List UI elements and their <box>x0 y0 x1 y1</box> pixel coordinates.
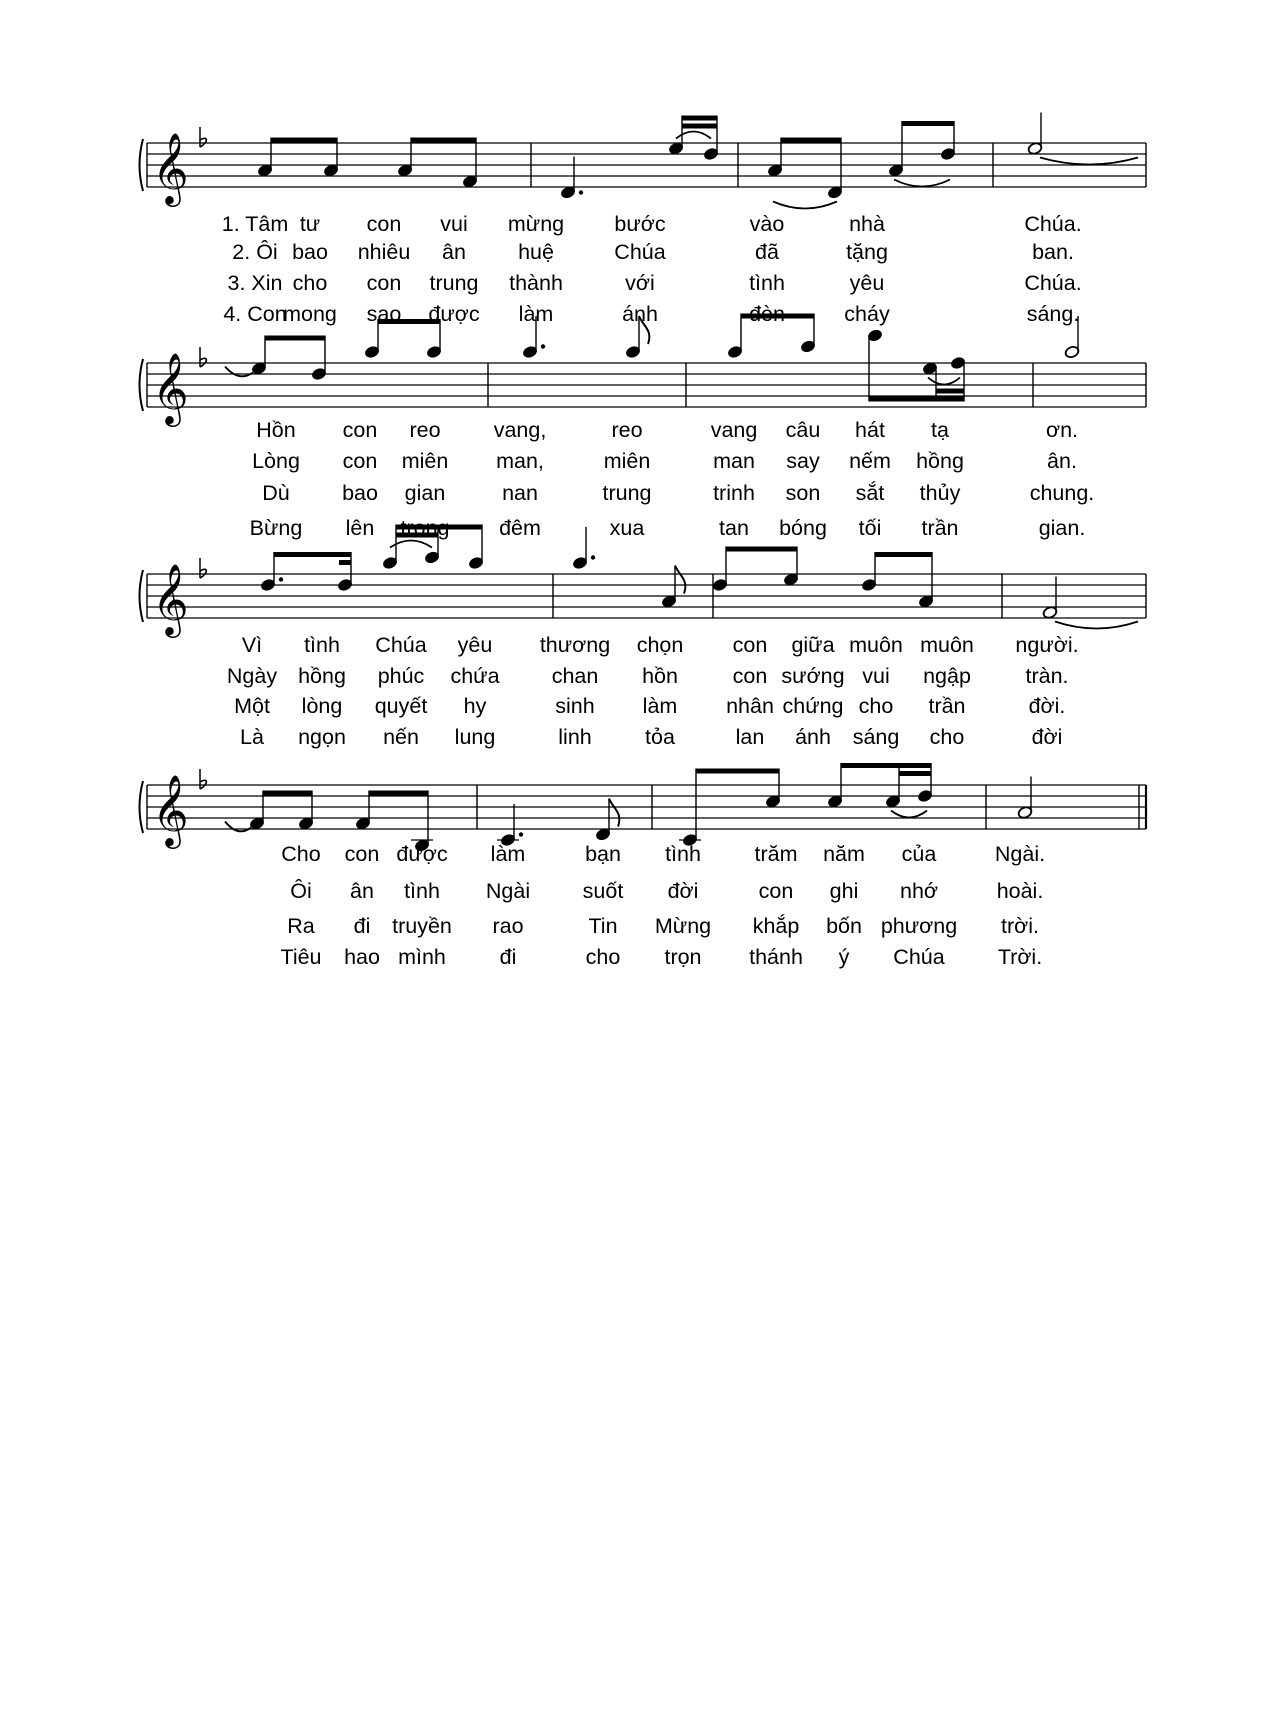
lyric-syllable: trong <box>400 516 450 540</box>
lyric-syllable: tan <box>719 516 749 540</box>
lyric-syllable: vang, <box>493 418 547 442</box>
lyric-syllable: man, <box>496 449 544 473</box>
beam-secondary <box>339 560 351 565</box>
lyric-syllable: người. <box>1015 633 1079 657</box>
augmentation-dot <box>541 344 545 348</box>
treble-clef-icon: 𝄞 <box>152 131 189 204</box>
lyric-syllable: Chúa <box>375 633 427 657</box>
lyric-syllable: lung <box>454 725 496 749</box>
lyric-syllable: hồn <box>642 664 678 688</box>
beam <box>869 397 964 402</box>
lyric-syllable: con <box>342 449 378 473</box>
slur <box>928 378 960 385</box>
staff-system-4 <box>140 763 1147 852</box>
note <box>522 344 545 359</box>
lyric-syllable: Bừng <box>249 516 303 540</box>
lyric-syllable: say <box>786 449 820 473</box>
lyric-syllable: yêu <box>849 271 885 295</box>
lyric-syllable: ân. <box>1047 449 1077 473</box>
lyric-syllable: con <box>342 418 378 442</box>
treble-clef-icon: 𝄞 <box>152 773 189 846</box>
lyric-syllable: trinh <box>713 481 755 505</box>
beam <box>369 791 428 796</box>
tie <box>225 822 251 832</box>
lyric-syllable: với <box>625 271 655 295</box>
lyric-syllable: Chúa <box>893 945 945 969</box>
lyric-syllable: chung. <box>1029 481 1095 505</box>
lyric-syllable: đêm <box>499 516 541 540</box>
lyric-syllable: bóng <box>779 516 827 540</box>
lyric-syllable: nếm <box>849 449 891 473</box>
lyric-syllable: tư <box>299 212 321 236</box>
beam <box>696 769 779 774</box>
lyric-syllable: Chúa <box>614 240 666 264</box>
lyric-syllable: trời. <box>1001 914 1039 938</box>
lyric-syllable: trọn <box>664 945 702 969</box>
beam-secondary <box>936 389 964 394</box>
lyric-syllable: ân <box>350 879 374 903</box>
system-brace <box>140 139 144 191</box>
lyric-syllable: tràn. <box>1025 664 1069 688</box>
lyric-syllable: sướng <box>781 664 845 688</box>
lyric-syllable: muôn <box>920 633 974 657</box>
lyric-syllable: bao <box>292 240 328 264</box>
lyric-syllable: Tin <box>588 914 618 938</box>
lyric-syllable: nhân <box>726 694 774 718</box>
lyric-syllable: thánh <box>749 945 803 969</box>
lyric-syllable: vui <box>862 664 890 688</box>
lyric-syllable: bước <box>614 212 666 236</box>
lyric-syllable: vui <box>440 212 468 236</box>
system-brace <box>140 359 144 411</box>
lyric-syllable: reo <box>611 418 643 442</box>
lyric-syllable: ơn. <box>1045 418 1079 442</box>
tie <box>1055 622 1138 629</box>
lyric-syllable: Tiêu <box>280 945 322 969</box>
augmentation-dot <box>279 577 283 581</box>
lyric-syllable: tỏa <box>645 725 675 749</box>
lyric-syllable: trung <box>429 271 479 295</box>
lyric-syllable: trăm <box>754 842 798 866</box>
lyric-syllable: cho <box>929 725 965 749</box>
lyric-syllable: con <box>732 633 768 657</box>
lyric-syllable: hồng <box>916 449 964 473</box>
lyric-syllable: Là <box>240 725 264 749</box>
lyric-syllable: sinh <box>555 694 595 718</box>
lyric-syllable: đời <box>1031 725 1063 749</box>
lyric-syllable: sáng <box>852 725 900 749</box>
lyric-syllable: con <box>758 879 794 903</box>
beam <box>263 791 312 796</box>
augmentation-dot <box>579 190 583 194</box>
beam <box>682 116 717 121</box>
lyric-syllable: đã <box>755 240 779 264</box>
lyric-syllable: quyết <box>374 694 428 718</box>
lyric-syllable: nến <box>383 725 419 749</box>
lyric-syllable: tạ <box>931 418 949 442</box>
lyric-syllable: Mừng <box>654 914 712 938</box>
lyric-syllable: làm <box>642 694 678 718</box>
lyric-syllable: Chúa. <box>1024 212 1082 236</box>
lyric-syllable: mừng <box>507 212 565 236</box>
lyric-syllable: 1. Tâm <box>221 212 289 236</box>
beam <box>411 138 476 143</box>
lyric-syllable: cháy <box>844 302 890 326</box>
lyric-syllable: cho <box>585 945 621 969</box>
lyric-syllable: năm <box>823 842 865 866</box>
lyric-syllable: Dù <box>262 481 290 505</box>
lyric-syllable: vào <box>749 212 785 236</box>
lyric-syllable: hoài. <box>996 879 1044 903</box>
lyric-syllable: làm <box>518 302 554 326</box>
lyric-syllable: hồng <box>298 664 346 688</box>
lyric-syllable: hát <box>855 418 885 442</box>
lyric-syllable: Ngài <box>485 879 531 903</box>
augmentation-dot <box>591 555 595 559</box>
lyric-syllable: bốn <box>826 914 862 938</box>
lyric-syllable: con <box>344 842 380 866</box>
lyric-syllable: Ngài. <box>994 842 1046 866</box>
lyric-syllable: son <box>785 481 821 505</box>
lyric-syllable: trung <box>602 481 652 505</box>
lyric-syllable: Lòng <box>252 449 300 473</box>
lyric-syllable: ý <box>838 945 850 969</box>
staff-system-1 <box>140 113 1147 209</box>
lyric-syllable: reo <box>409 418 441 442</box>
lyric-syllable: huệ <box>518 240 554 264</box>
lyric-syllable: ngập <box>923 664 971 688</box>
lyric-syllable: tình <box>404 879 440 903</box>
lyric-syllable: Chúa. <box>1024 271 1082 295</box>
lyric-syllable: bạn <box>585 842 621 866</box>
lyric-syllable: 2. Ôi <box>232 240 278 264</box>
slur <box>894 180 950 187</box>
lyric-syllable: nhớ <box>899 879 939 903</box>
lyric-syllable: hao <box>344 945 380 969</box>
lyric-syllable: ân <box>442 240 466 264</box>
lyric-syllable: chan <box>551 664 599 688</box>
lyric-syllable: Cho <box>281 842 321 866</box>
beam <box>726 547 797 552</box>
tie <box>1040 158 1138 165</box>
lyric-syllable: cho <box>858 694 894 718</box>
lyric-syllable: linh <box>558 725 592 749</box>
lyric-syllable: thủy <box>919 481 961 505</box>
lyric-syllable: Vì <box>241 633 263 657</box>
lyric-syllable: cho <box>292 271 328 295</box>
slur <box>891 811 927 818</box>
lyric-syllable: miên <box>401 449 449 473</box>
lyric-syllable: ban. <box>1032 240 1074 264</box>
eighth-flag <box>675 566 685 594</box>
lyric-syllable: con <box>366 271 402 295</box>
staff-system-3 <box>140 525 1147 639</box>
note <box>572 555 595 570</box>
lyric-syllable: sắt <box>855 481 885 505</box>
beam-secondary <box>899 771 931 776</box>
lyric-syllable: muôn <box>849 633 903 657</box>
lyric-syllable: đi <box>353 914 371 938</box>
lyric-syllable: tình <box>304 633 340 657</box>
lyric-syllable: Hồn <box>256 418 296 442</box>
lyric-syllable: mong <box>283 302 337 326</box>
lyric-syllable: nhiêu <box>357 240 411 264</box>
note <box>560 186 583 200</box>
lyric-syllable: Ra <box>287 914 315 938</box>
lyric-syllable: truyền <box>392 914 452 938</box>
beam-secondary <box>682 124 717 129</box>
lyric-syllable: đời. <box>1028 694 1066 718</box>
lyric-syllable: vang <box>710 418 758 442</box>
lyric-syllable: man <box>713 449 755 473</box>
system-brace <box>140 570 144 622</box>
lyric-syllable: đời <box>667 879 699 903</box>
lyric-syllable: gian. <box>1038 516 1086 540</box>
lyric-syllable: Ôi <box>290 879 312 903</box>
beam <box>875 552 932 557</box>
lyric-syllable: 4. Con <box>223 302 287 326</box>
tie <box>225 367 253 377</box>
beam <box>265 336 325 341</box>
lyric-syllable: Ngày <box>226 664 278 688</box>
lyric-syllable: ánh <box>622 302 658 326</box>
lyric-syllable: làm <box>490 842 526 866</box>
lyric-syllable: phương <box>880 914 958 938</box>
treble-clef-icon: 𝄞 <box>152 562 189 635</box>
staff-system-2 <box>140 314 1147 428</box>
lyric-syllable: trần <box>928 694 966 718</box>
lyric-syllable: lên <box>345 516 375 540</box>
lyric-syllable: lòng <box>301 694 343 718</box>
eighth-flag <box>609 799 619 827</box>
augmentation-dot <box>519 832 523 836</box>
lyric-syllable: trần <box>921 516 959 540</box>
lyric-syllable: tình <box>665 842 701 866</box>
lyric-syllable: khắp <box>752 914 800 938</box>
beam <box>274 552 351 557</box>
system-brace <box>140 781 144 833</box>
lyric-syllable: 3. Xin <box>227 271 283 295</box>
lyric-syllable: được <box>428 302 480 326</box>
lyric-syllable: con <box>366 212 402 236</box>
beam <box>902 121 954 126</box>
lyric-syllable: giữa <box>791 633 835 657</box>
lyric-syllable: gian <box>404 481 446 505</box>
lyric-syllable: ghi <box>829 879 859 903</box>
lyric-syllable: sao <box>366 302 402 326</box>
lyric-syllable: miên <box>603 449 651 473</box>
lyric-syllable: lan <box>735 725 765 749</box>
lyric-syllable: tình <box>749 271 785 295</box>
beam <box>271 138 337 143</box>
lyric-syllable: phúc <box>377 664 425 688</box>
lyric-syllable: hy <box>463 694 487 718</box>
lyric-syllable: thương <box>539 633 611 657</box>
slur <box>676 132 711 139</box>
lyric-syllable: bao <box>342 481 378 505</box>
beam <box>781 138 841 143</box>
beam <box>841 763 931 768</box>
lyric-syllable: câu <box>785 418 821 442</box>
lyric-syllable: nan <box>502 481 538 505</box>
lyric-syllable: suốt <box>582 879 624 903</box>
lyric-syllable: được <box>396 842 448 866</box>
lyric-syllable: nhà <box>849 212 885 236</box>
lyric-syllable: yêu <box>457 633 493 657</box>
lyric-syllable: chứng <box>782 694 844 718</box>
lyric-syllable: đi <box>499 945 517 969</box>
slur <box>773 202 837 209</box>
lyric-syllable: tối <box>858 516 882 540</box>
lyric-syllable: đèn <box>749 302 785 326</box>
lyric-syllable: con <box>732 664 768 688</box>
lyric-syllable: sáng. <box>1026 302 1080 326</box>
lyric-syllable: thành <box>509 271 563 295</box>
lyric-syllable: của <box>901 842 937 866</box>
lyric-syllable: ánh <box>795 725 831 749</box>
lyric-syllable: xua <box>609 516 645 540</box>
treble-clef-icon: 𝄞 <box>152 351 189 424</box>
lyric-syllable: Trời. <box>997 945 1043 969</box>
lyric-syllable: ngọn <box>298 725 346 749</box>
lyric-syllable: chứa <box>450 664 500 688</box>
lyric-syllable: chọn <box>636 633 684 657</box>
lyric-syllable: mình <box>398 945 446 969</box>
lyric-syllable: tặng <box>846 240 888 264</box>
lyric-syllable: rao <box>492 914 524 938</box>
lyric-syllable: Một <box>234 694 270 718</box>
